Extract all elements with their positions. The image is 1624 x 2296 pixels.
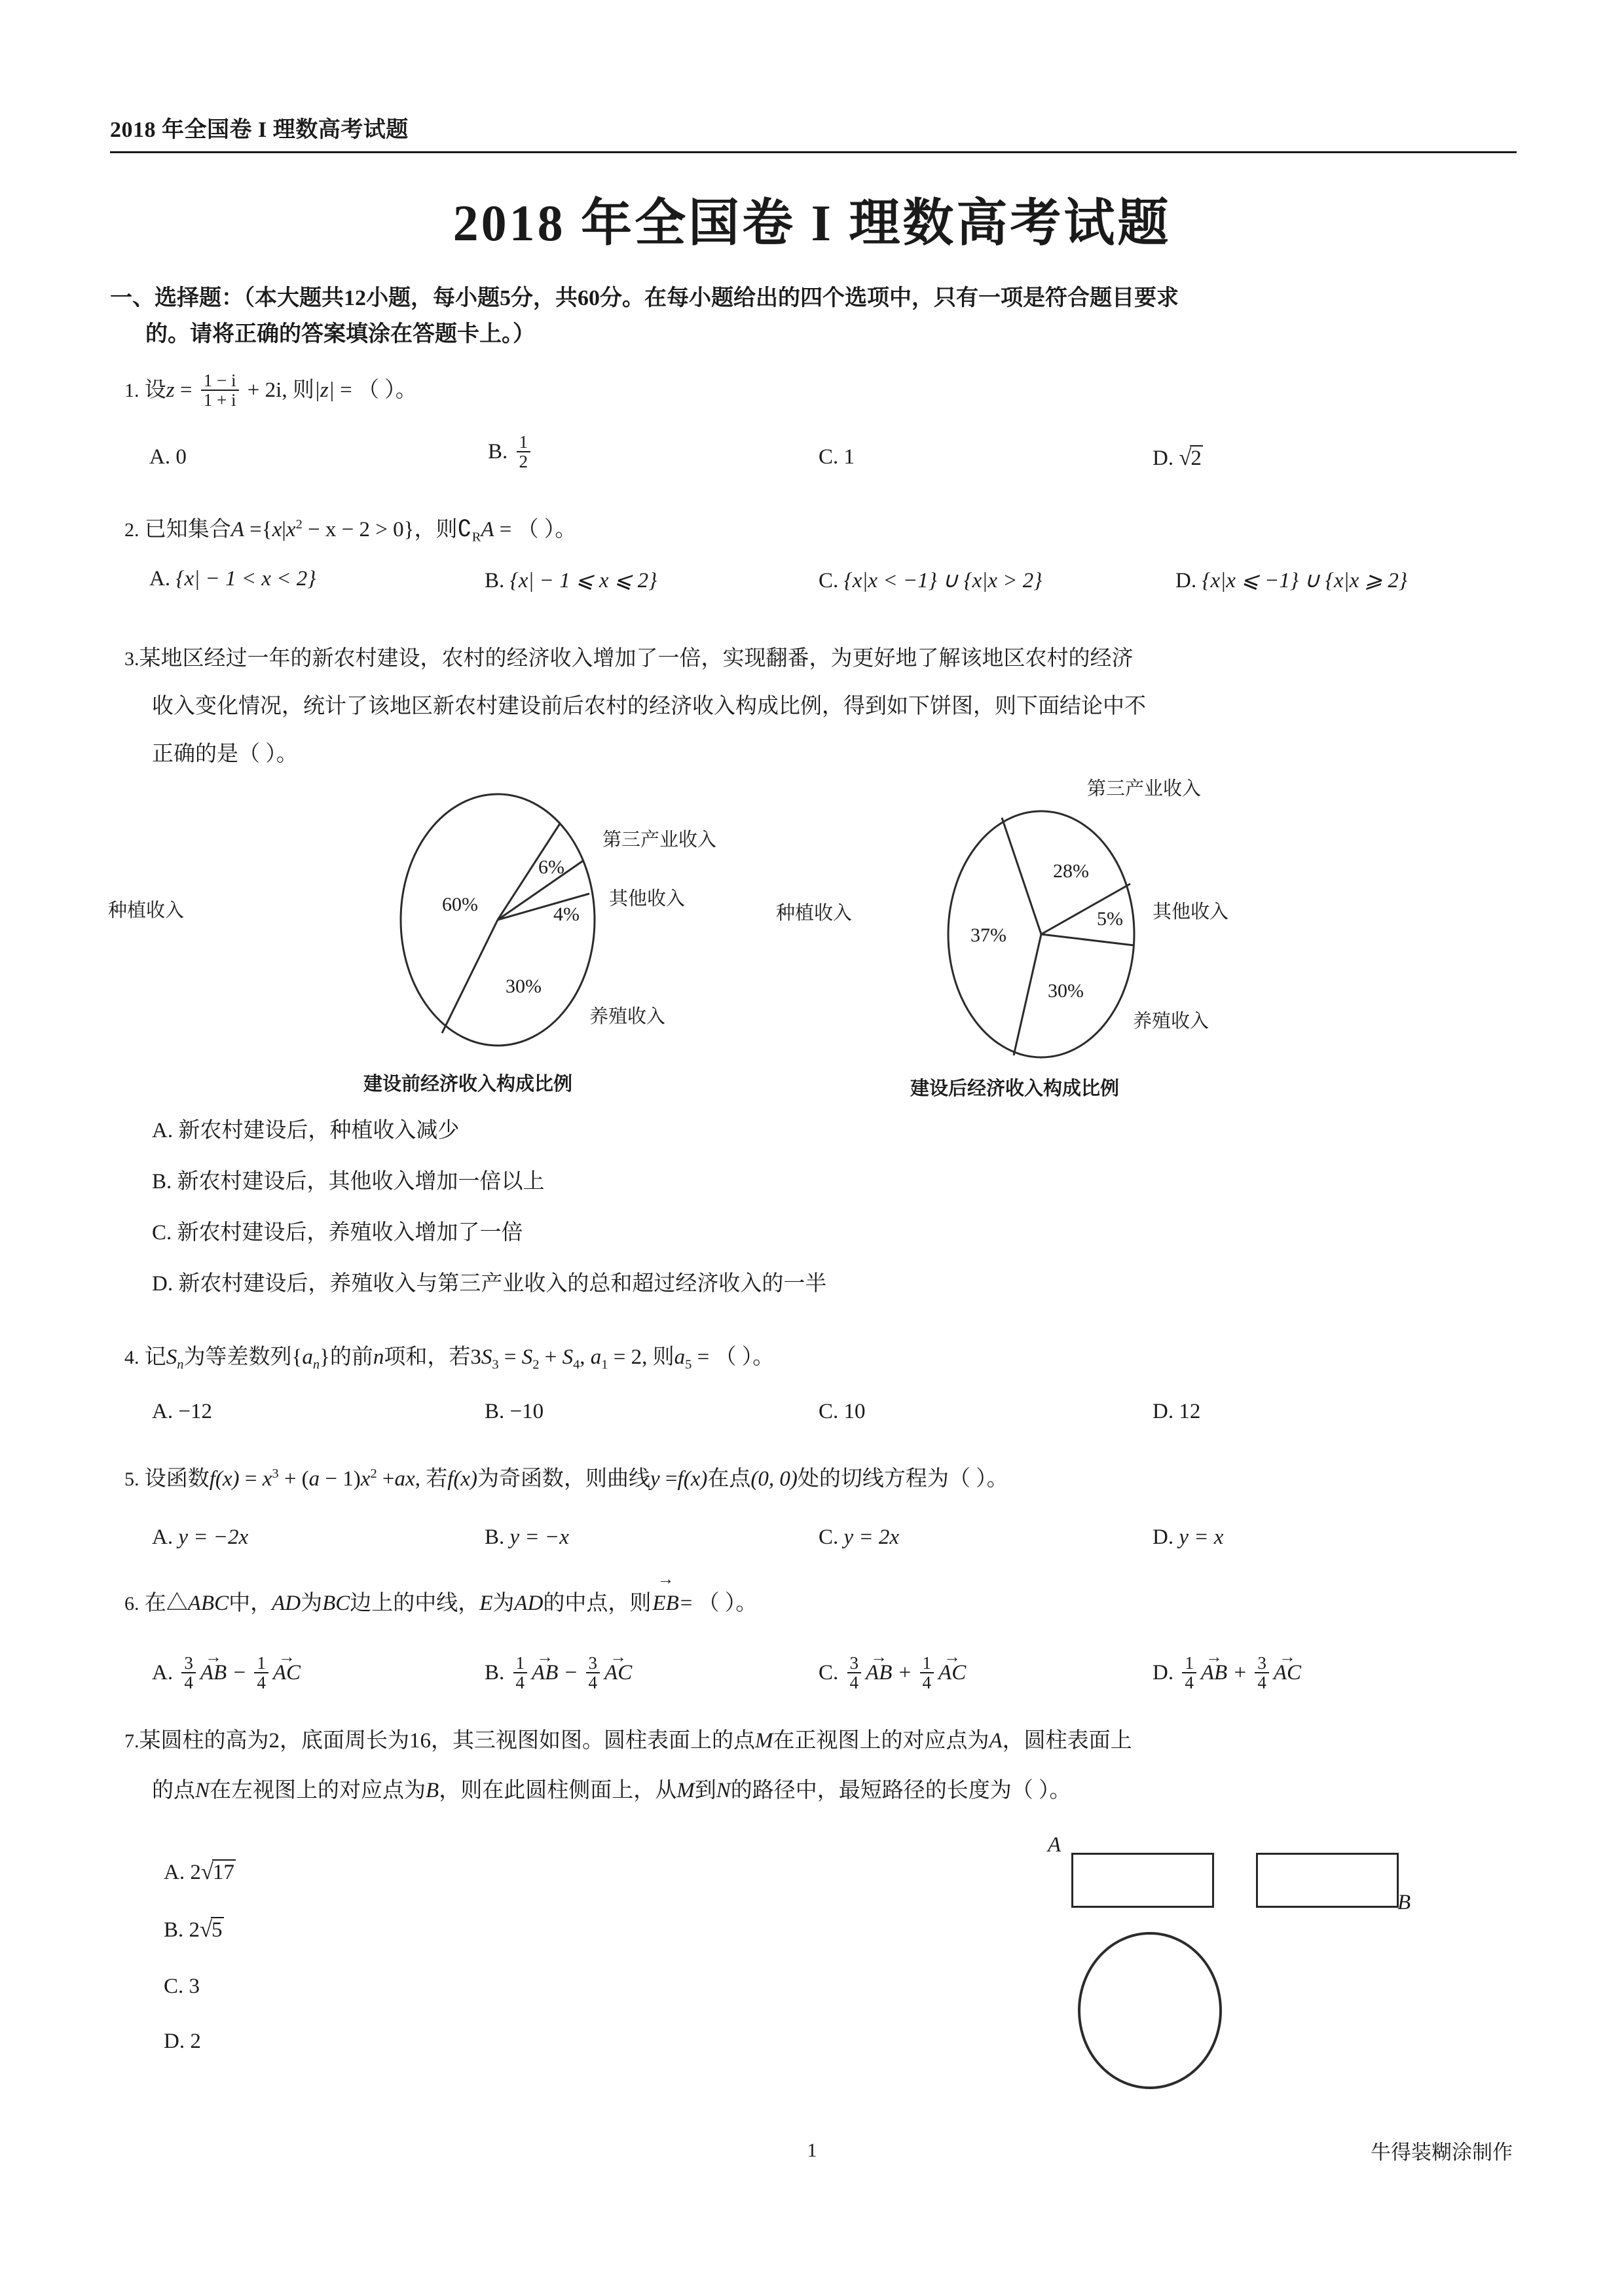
- q6-option-c[interactable]: C. $\frac{3}{4}$ AB → + $\frac{1}{4}$ AC →: [819, 1655, 967, 1694]
- q6-option-d[interactable]: D. $\frac{1}{4}$ AB → + $\frac{3}{4}$ AC →: [1153, 1655, 1302, 1694]
- pie-after-label-other: 其他收入: [1153, 902, 1229, 922]
- question-4-number: 4.: [124, 1347, 139, 1368]
- question-7-number: 7.: [124, 1730, 139, 1752]
- q4-option-a[interactable]: A. −12: [152, 1400, 212, 1423]
- vector-ab: AB →: [1200, 1661, 1228, 1685]
- pie-chart-before: [108, 789, 717, 1095]
- vector-ac: AC →: [603, 1661, 633, 1685]
- sqrt-icon: √2: [1179, 445, 1202, 470]
- q1-var: z: [166, 378, 175, 402]
- vector-ab: AB →: [864, 1661, 893, 1685]
- question-1-number: 1.: [124, 380, 139, 401]
- pie-before-value-breeding: 30%: [506, 975, 542, 997]
- q3-line-2: 收入变化情况，统计了该地区新农村建设前后农村的经济收入构成比例，得到如下饼图，则下面结论中不: [152, 695, 1146, 718]
- q4-option-d[interactable]: D. 12: [1153, 1400, 1201, 1423]
- q7-option-b[interactable]: B. 2√5: [164, 1917, 223, 1942]
- q2-option-b[interactable]: B. {x| − 1 ⩽ x ⩽ 2}: [485, 569, 657, 592]
- q3-option-d[interactable]: D. 新农村建设后，养殖收入与第三产业收入的总和超过经济收入的一半: [152, 1272, 827, 1296]
- q1-then: 则: [292, 378, 314, 402]
- three-view-figure: [1048, 1833, 1454, 2115]
- q3-line-2-wrap: [152, 686, 1521, 727]
- q5-option-a[interactable]: A. y = −2x: [152, 1525, 249, 1549]
- q1-frac-denominator: 1 + i: [201, 390, 239, 409]
- complement-icon: ∁: [457, 516, 472, 541]
- vector-ac: AC →: [272, 1661, 302, 1685]
- question-3-stem: [124, 638, 1513, 680]
- pie-after-value-planting: 37%: [970, 924, 1006, 946]
- credit-watermark: 牛得装糊涂制作: [1371, 2141, 1513, 2164]
- pie-after-svg: [936, 807, 1146, 1062]
- page-number: 1: [807, 2140, 817, 2161]
- pie-before-label-planting: 种植收入: [108, 900, 185, 921]
- q5-option-c[interactable]: C. y = 2x: [819, 1525, 900, 1549]
- vector-ab: AB →: [199, 1661, 228, 1685]
- pie-before-caption: 建设前经济收入构成比例: [363, 1074, 573, 1095]
- pie-before-value-planting: 60%: [442, 894, 478, 915]
- q1-abs: |z|: [314, 378, 335, 402]
- q6-option-a[interactable]: A. $\frac{3}{4}$ AB → − $\frac{1}{4}$ AC →: [152, 1655, 302, 1694]
- vector-ac: AC →: [937, 1661, 967, 1685]
- pie-before-label-tertiary: 第三产业收入: [602, 829, 717, 850]
- q3-option-c[interactable]: C. 新农村建设后，养殖收入增加了一倍: [152, 1221, 523, 1245]
- q1-eq: =: [179, 378, 193, 402]
- q2-option-c[interactable]: C. {x|x < −1} ∪ {x|x > 2}: [819, 569, 1043, 592]
- sqrt-icon: √5: [200, 1917, 223, 1942]
- pie-after-label-tertiary: 第三产业收入: [1087, 778, 1202, 799]
- question-1-stem: [124, 370, 417, 411]
- q7-option-a[interactable]: A. 2√17: [164, 1859, 234, 1884]
- side-view-rect: [1256, 1853, 1399, 1908]
- q1-eq2: = （ ）。: [340, 378, 417, 402]
- section-heading: [110, 280, 1505, 352]
- pie-after-label-breeding: 养殖收入: [1133, 1011, 1209, 1032]
- q2-option-d[interactable]: D. {x|x ⩽ −1} ∪ {x|x ⩾ 2}: [1175, 569, 1408, 592]
- section-line-2: 的。请将正确的答案填涂在答题卡上。）: [145, 322, 535, 347]
- q3-line-1: 某地区经过一年的新农村建设，农村的经济收入增加了一倍，实现翻番，为更好地了解该地区农村的经济: [139, 647, 1134, 670]
- question-5-stem: 5. 设函数$f(x) = x^3 + (a - 1)x^2 +ax$, 若f(x)为奇函数，则曲线y =f(x)在点(0, 0)处的切线方程为（ ）。: [124, 1467, 1008, 1491]
- q1-option-a[interactable]: A. 0: [149, 445, 187, 469]
- pie-after-value-breeding: 30%: [1048, 980, 1084, 1002]
- q7-option-c[interactable]: C. 3: [164, 1975, 200, 1998]
- pie-before-value-tertiary: 6%: [538, 856, 564, 878]
- q3-line-3: 正确的是（ ）。: [152, 742, 298, 766]
- q1-pre: 设: [144, 378, 166, 402]
- q6-option-b[interactable]: B. $\frac{1}{4}$ AB → − $\frac{3}{4}$ AC →: [485, 1655, 633, 1694]
- pie-before-label-breeding: 养殖收入: [589, 1006, 666, 1027]
- pie-before-label-other: 其他收入: [609, 888, 686, 909]
- q1-fraction: [201, 371, 239, 410]
- question-2-stem: 2. 已知集合$A =\{x|x^2 - x - 2 > 0\}$，则$∁_RA$ = （ ）。: [124, 516, 577, 545]
- three-view-label-b: B: [1397, 1891, 1411, 1914]
- q1-option-b-fraction: $\frac{1}{2}$: [517, 433, 531, 471]
- q3-line-3-wrap: [152, 734, 298, 775]
- pie-after-value-tertiary: 28%: [1053, 860, 1089, 882]
- pie-after-label-planting: 种植收入: [776, 903, 853, 924]
- vector-ab: AB →: [530, 1661, 559, 1685]
- q1-frac-numerator: 1 − i: [203, 371, 236, 391]
- three-view-label-a: A: [1048, 1833, 1061, 1857]
- question-6-number: 6.: [124, 1593, 139, 1614]
- q2-option-a[interactable]: A. {x| − 1 < x < 2}: [149, 567, 316, 591]
- question-5-number: 5.: [124, 1468, 139, 1490]
- page-title: 2018 年全国卷 I 理数高考试题: [452, 194, 1172, 251]
- q1-option-d[interactable]: D. √2: [1153, 445, 1202, 470]
- sqrt-icon: √17: [200, 1859, 234, 1884]
- pie-after-value-other: 5%: [1097, 908, 1123, 930]
- q1-option-b[interactable]: B. $\frac{1}{2}$: [488, 434, 534, 473]
- q3-option-b[interactable]: B. 新农村建设后，其他收入增加一倍以上: [152, 1170, 545, 1194]
- pie-before-value-other: 4%: [553, 903, 580, 925]
- question-3-number: 3.: [124, 648, 139, 670]
- pie-chart-after: [776, 778, 1229, 1099]
- vector-ac: AC →: [1272, 1661, 1302, 1685]
- q7-line-2-wrap: 的点N在左视图上的对应点为B，则在此圆柱侧面上，从M到N的路径中，最短路径的长度为（ ）。: [152, 1779, 1071, 1802]
- question-6-stem: 6. 在△ABC中，AD为BC边上的中线，E为AD的中点，则EB →= （ ）。: [124, 1583, 757, 1624]
- q1-tail: + 2i,: [247, 378, 287, 402]
- top-view-circle: [1071, 1929, 1235, 2092]
- q3-option-a[interactable]: A. 新农村建设后，种植收入减少: [152, 1119, 460, 1142]
- q4-option-c[interactable]: C. 10: [819, 1400, 866, 1423]
- q4-option-b[interactable]: B. −10: [485, 1400, 544, 1423]
- vector-eb: EB →: [651, 1583, 680, 1624]
- question-4-stem: 4. 记$S_n$为等差数列$\{a_n\}$的前n项和，若$3S_3 = S_2 + S_4$, $a_1 = 2$, 则$a_5$ = （ ）。: [124, 1345, 775, 1372]
- q1-option-c[interactable]: C. 1: [819, 445, 855, 469]
- section-line-1: 一、选择题：（本大题共12小题，每小题5分，共60分。在每小题给出的四个选项中，只有一项是符合题目要求: [110, 286, 1179, 310]
- running-head: 2018 年全国卷 I 理数高考试题: [110, 118, 409, 142]
- page-header: [110, 111, 1517, 153]
- q7-option-d[interactable]: D. 2: [164, 2030, 201, 2053]
- q5-option-d[interactable]: D. y = x: [1153, 1525, 1224, 1549]
- pie-after-caption: 建设后经济收入构成比例: [910, 1078, 1120, 1099]
- header-divider: [110, 151, 1517, 153]
- q5-option-b[interactable]: B. y = −x: [485, 1525, 569, 1549]
- front-view-rect: [1071, 1853, 1214, 1908]
- question-7-stem: 7.某圆柱的高为2，底面周长为16，其三视图如图。圆柱表面上的点M在正视图上的对应点为A，圆柱表面上: [124, 1729, 1132, 1753]
- question-2-number: 2.: [124, 519, 139, 541]
